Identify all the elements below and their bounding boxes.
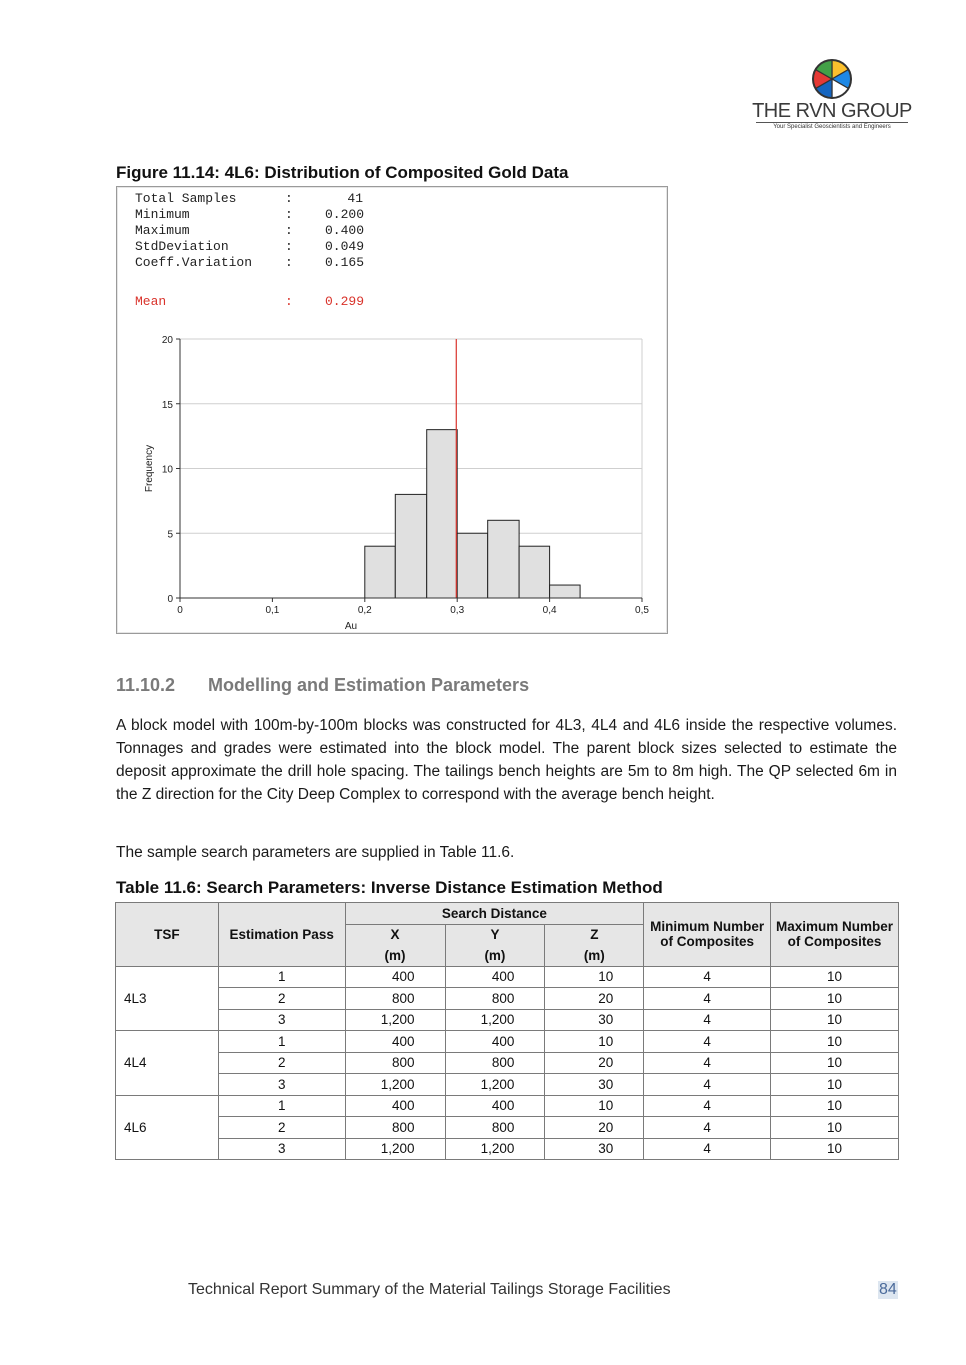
- mean-label: Mean: [135, 294, 167, 309]
- header-estimation-pass: Estimation Pass: [218, 903, 345, 967]
- header-z-unit: (m): [545, 945, 644, 966]
- table-row: [116, 1052, 899, 1074]
- cell-max: 10: [771, 1095, 899, 1117]
- cell-min: 4: [644, 966, 771, 988]
- cell-min: 4: [644, 1095, 771, 1117]
- cell-min: 4: [644, 1031, 771, 1053]
- table-row: [116, 1074, 899, 1096]
- stat-label: Maximum: [135, 223, 190, 238]
- table-title: Table 11.6: Search Parameters: Inverse Distance Estimation Method: [116, 878, 663, 897]
- stat-line: StdDeviation : 0.049: [135, 239, 365, 254]
- table-row: [116, 1031, 899, 1053]
- stat-value: 0.400: [325, 223, 365, 238]
- section-title: Modelling and Estimation Parameters: [208, 675, 530, 695]
- cell-y: 1,200: [445, 1138, 545, 1160]
- cell-x: 800: [345, 1052, 445, 1074]
- tsf-cell: 4L6: [116, 1095, 219, 1160]
- cell-z: 30: [545, 1009, 644, 1031]
- section-heading: [116, 675, 529, 696]
- header-y: Y: [445, 924, 545, 945]
- cell-pass: 1: [218, 1031, 345, 1053]
- header-min-composites: Minimum Number of Composites: [644, 903, 771, 967]
- x-axis-label: Au: [344, 621, 358, 632]
- histogram-chart: [117, 187, 667, 633]
- histogram-bar: [457, 533, 487, 598]
- logo-divider: [756, 122, 908, 123]
- y-tick-label: 15: [161, 399, 173, 411]
- stat-line: Minimum : 0.200: [135, 207, 365, 222]
- stat-line: Coeff.Variation : 0.165: [135, 255, 365, 270]
- cell-y: 800: [445, 1052, 545, 1074]
- page-number: 84: [879, 1281, 897, 1298]
- cell-max: 10: [771, 1138, 899, 1160]
- stat-value: 0.049: [325, 239, 365, 254]
- y-axis-label: Frequency: [144, 444, 155, 493]
- cell-x: 800: [345, 988, 445, 1010]
- table-row: [116, 1138, 899, 1160]
- cell-max: 10: [771, 1074, 899, 1096]
- cell-z: 30: [545, 1074, 644, 1096]
- cell-pass: 2: [218, 988, 345, 1010]
- table-row: [116, 1095, 899, 1117]
- footer-text: Technical Report Summary of the Material Tailings Storage Facilities: [188, 1281, 671, 1298]
- x-tick-label: 0,1: [265, 605, 280, 616]
- header-x: X: [345, 924, 445, 945]
- body-paragraph: The sample search parameters are supplied in Table 11.6.: [116, 844, 515, 861]
- table-row: [116, 966, 899, 988]
- cell-z: 10: [545, 1095, 644, 1117]
- body-paragraph: A block model with 100m-by-100m blocks was constructed for 4L3, 4L4 and 4L6 inside the respective volumes. Tonnages and grades were estimated into the block model. The parent block sizes selected to estimate the deposit approximate the drill hole spacing. The tailings bench heights are 5m to 8m high. The QP selected 6m in the Z direction for the City Deep Complex to correspond with the average bench height.: [116, 717, 897, 803]
- stat-value: 0.200: [325, 207, 365, 222]
- stat-label: Coeff.Variation: [135, 255, 253, 270]
- cell-min: 4: [644, 988, 771, 1010]
- cell-max: 10: [771, 1117, 899, 1139]
- tsf-cell: 4L3: [116, 966, 219, 1031]
- cell-pass: 2: [218, 1052, 345, 1074]
- header-z: Z: [545, 924, 644, 945]
- cell-x: 1,200: [345, 1138, 445, 1160]
- stat-line: Maximum : 0.400: [135, 223, 365, 238]
- tsf-cell: 4L4: [116, 1031, 219, 1096]
- cell-y: 400: [445, 1095, 545, 1117]
- stat-line: Total Samples : 41: [135, 191, 363, 206]
- cell-max: 10: [771, 988, 899, 1010]
- cell-pass: 3: [218, 1009, 345, 1031]
- stat-value: 0.165: [325, 255, 365, 270]
- cell-max: 10: [771, 1009, 899, 1031]
- cell-x: 800: [345, 1117, 445, 1139]
- logo-tagline: Your Specialist Geoscientists and Engineers: [773, 124, 891, 130]
- cell-y: 800: [445, 1117, 545, 1139]
- cell-pass: 3: [218, 1074, 345, 1096]
- y-tick-label: 0: [167, 594, 173, 605]
- cell-pass: 3: [218, 1138, 345, 1160]
- histogram-bar: [365, 546, 395, 598]
- y-tick-label: 20: [161, 335, 173, 346]
- cell-y: 1,200: [445, 1074, 545, 1096]
- stats-mean: Mean : 0.299: [135, 294, 365, 309]
- logo-text: THE RVN GROUP: [752, 100, 912, 122]
- histogram-bar: [488, 520, 519, 598]
- cell-x: 400: [345, 1031, 445, 1053]
- cell-z: 20: [545, 988, 644, 1010]
- stat-label: Total Samples: [135, 191, 237, 206]
- cell-y: 800: [445, 988, 545, 1010]
- cell-y: 1,200: [445, 1009, 545, 1031]
- table-row: [116, 988, 899, 1010]
- cell-x: 400: [345, 1095, 445, 1117]
- histogram-bar: [427, 430, 457, 598]
- y-tick-label: 10: [161, 464, 173, 476]
- header-tsf: TSF: [116, 903, 219, 967]
- cell-x: 1,200: [345, 1074, 445, 1096]
- cell-min: 4: [644, 1074, 771, 1096]
- cell-z: 30: [545, 1138, 644, 1160]
- cell-z: 10: [545, 966, 644, 988]
- cell-z: 20: [545, 1052, 644, 1074]
- cell-max: 10: [771, 1031, 899, 1053]
- histogram-bar: [395, 494, 426, 598]
- header-y-unit: (m): [445, 945, 545, 966]
- cell-z: 10: [545, 1031, 644, 1053]
- search-parameters-table: [115, 902, 899, 1160]
- cell-x: 1,200: [345, 1009, 445, 1031]
- mean-value: 0.299: [325, 294, 365, 309]
- x-tick-label: 0,4: [542, 605, 557, 616]
- cell-pass: 2: [218, 1117, 345, 1139]
- histogram-bar: [550, 585, 580, 598]
- cell-max: 10: [771, 1052, 899, 1074]
- header-search-distance: Search Distance: [345, 903, 644, 925]
- stat-label: StdDeviation: [135, 239, 229, 254]
- stat-value: 41: [347, 191, 363, 206]
- cell-pass: 1: [218, 966, 345, 988]
- stat-label: Minimum: [135, 207, 190, 222]
- company-logo: [752, 58, 912, 136]
- x-tick-label: 0: [177, 605, 183, 616]
- y-tick-label: 5: [167, 529, 173, 541]
- header-max-composites: Maximum Number of Composites: [771, 903, 899, 967]
- x-tick-label: 0,2: [357, 605, 372, 616]
- x-tick-label: 0,5: [635, 605, 649, 616]
- cell-max: 10: [771, 966, 899, 988]
- header-x-unit: (m): [345, 945, 445, 966]
- cell-min: 4: [644, 1117, 771, 1139]
- histogram-panel: [116, 186, 668, 634]
- cell-z: 20: [545, 1117, 644, 1139]
- cell-y: 400: [445, 1031, 545, 1053]
- cell-min: 4: [644, 1052, 771, 1074]
- cell-min: 4: [644, 1138, 771, 1160]
- figure-title: Figure 11.14: 4L6: Distribution of Composited Gold Data: [116, 163, 569, 182]
- logo-wheel-icon: [752, 58, 912, 100]
- section-number: 11.10.2: [116, 675, 176, 695]
- cell-min: 4: [644, 1009, 771, 1031]
- cell-pass: 1: [218, 1095, 345, 1117]
- table-row: [116, 1009, 899, 1031]
- x-tick-label: 0,3: [450, 605, 465, 616]
- histogram-bar: [519, 546, 549, 598]
- table-row: [116, 1117, 899, 1139]
- cell-y: 400: [445, 966, 545, 988]
- cell-x: 400: [345, 966, 445, 988]
